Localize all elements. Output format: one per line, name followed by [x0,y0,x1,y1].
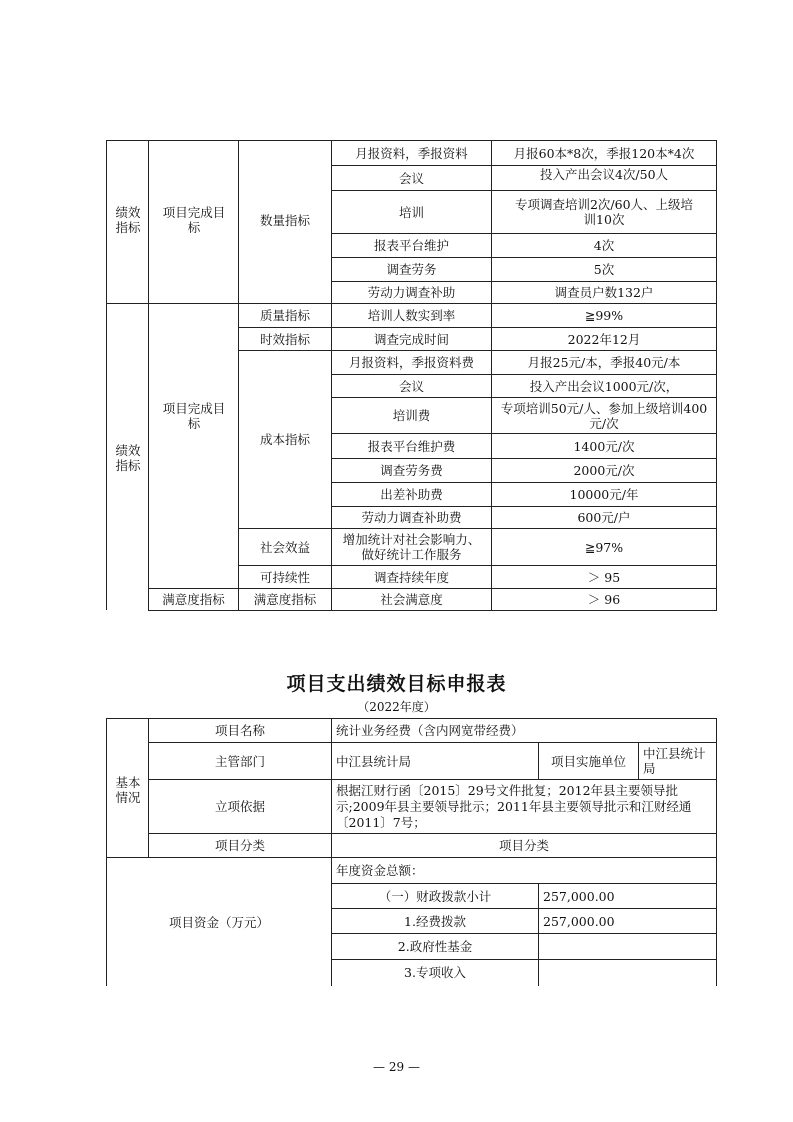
table-cell: 出差补助费 [380,487,443,502]
project-name-label: 项目名称 [214,723,265,738]
table-cell: 10000元/年 [569,487,639,502]
basis-label: 立项依据 [214,799,265,814]
table-cell: 4次 [593,238,615,253]
table-cell: 培训 [398,204,424,220]
project-completion-label: 项目完成目标 [162,401,226,431]
form-title: 项目支出绩效目标申报表 [286,673,507,695]
basic-info-label: 基本情况 [115,775,141,805]
table-cell: ＞ 96 [587,592,621,607]
funds-row-value: 257,000.00 [543,888,615,904]
table-cell: 培训人数实到率 [367,308,456,323]
table-cell: 会议 [398,170,424,186]
table-cell: 月报资料，季报资料费 [348,355,474,370]
table-cell: 劳动力调查补助费 [361,510,462,525]
table-cell: 月报25元/本，季报40元/本 [527,355,681,370]
table-cell: 调查持续年度 [373,569,449,585]
table-cell: 月报60本*8次，季报120本*4次 [513,145,695,161]
form-subtitle: （2022年度） [357,700,436,714]
table-cell: 劳动力调查补助 [367,285,456,300]
table-cell: 专项调查培训2次/60人、上级培训10次 [514,197,694,227]
table-cell: ＞ 95 [587,569,621,585]
table-cell: ≧99% [584,308,624,323]
table-cell: 调查劳务 [386,262,437,277]
table-cell: 调查劳务费 [380,463,443,478]
category-label: 项目分类 [214,838,265,853]
table-cell: 2022年12月 [567,331,641,347]
table-cell: 月报资料，季报资料 [355,145,468,161]
funds-row-value [539,960,716,984]
dept-value: 中江县统计局 [336,753,412,769]
funds-row-label: 2.政府性基金 [397,939,473,954]
funds-row-label: 年度资金总额： [336,863,424,878]
dept-label: 主管部门 [214,753,265,769]
basis-value: 根据江财行函〔2015〕29号文件批复；2012年县主要领导批示;2009年县主要领导批示；2011年县主要领导批示和江财经通〔2011〕7号； [336,782,692,830]
timeliness-indicator-label: 时效指标 [259,331,310,347]
page-number: — 29 — [373,1060,420,1074]
table-cell: 调查员户数132户 [554,285,654,300]
table-cell: ≧97% [584,539,624,555]
funds-row-label: 3.专项收入 [404,964,466,980]
table-cell: 社会满意度 [380,592,443,607]
table-cell: 5次 [593,262,615,277]
table-cell: 投入产出会议1000元/次， [529,378,679,394]
table-cell: 600元/户 [577,510,631,525]
project-name-value: 统计业务经费（含内网宽带经费） [336,723,524,738]
table-cell: 投入产出会议4次/50人 [539,166,669,182]
quality-indicator-label: 质量指标 [259,308,310,323]
table-cell: 报表平台维护 [373,238,449,253]
satisfaction-indicator-label: 满意度指标 [162,592,225,607]
perf-indicator-label: 绩效指标 [115,443,141,473]
table-cell: 1400元/次 [573,438,635,454]
table-cell: 专项培训50元/人、参加上级培训400元/次 [500,400,708,431]
impl-unit-value: 中江县统计局 [643,746,706,776]
sustainability-label: 可持续性 [259,569,310,585]
funds-row-label: （一）财政拨款小计 [378,888,492,904]
impl-unit-label: 项目实施单位 [550,753,626,769]
funds-label: 项目资金（万元） [168,914,269,930]
funds-row-label: 1.经费拨款 [404,913,466,929]
table-cell: 增加统计对社会影响力、做好统计工作服务 [342,532,481,562]
quantity-indicator-label: 数量指标 [259,212,310,228]
perf-indicator-label: 绩效指标 [115,205,141,235]
table-cell: 培训费 [392,408,431,423]
social-benefit-label: 社会效益 [259,539,310,555]
funds-row-value: 257,000.00 [543,913,615,929]
table-cell: 报表平台维护费 [367,438,456,454]
project-completion-label: 项目完成目标 [162,205,226,235]
cost-indicator-label: 成本指标 [259,432,310,447]
funds-row-value [539,934,716,959]
table-cell: 2000元/次 [573,463,635,478]
satisfaction-indicator-sublabel: 满意度指标 [253,592,317,607]
table-cell: 会议 [398,378,424,394]
category-value: 项目分类 [498,838,549,853]
table-cell: 调查完成时间 [373,331,449,347]
